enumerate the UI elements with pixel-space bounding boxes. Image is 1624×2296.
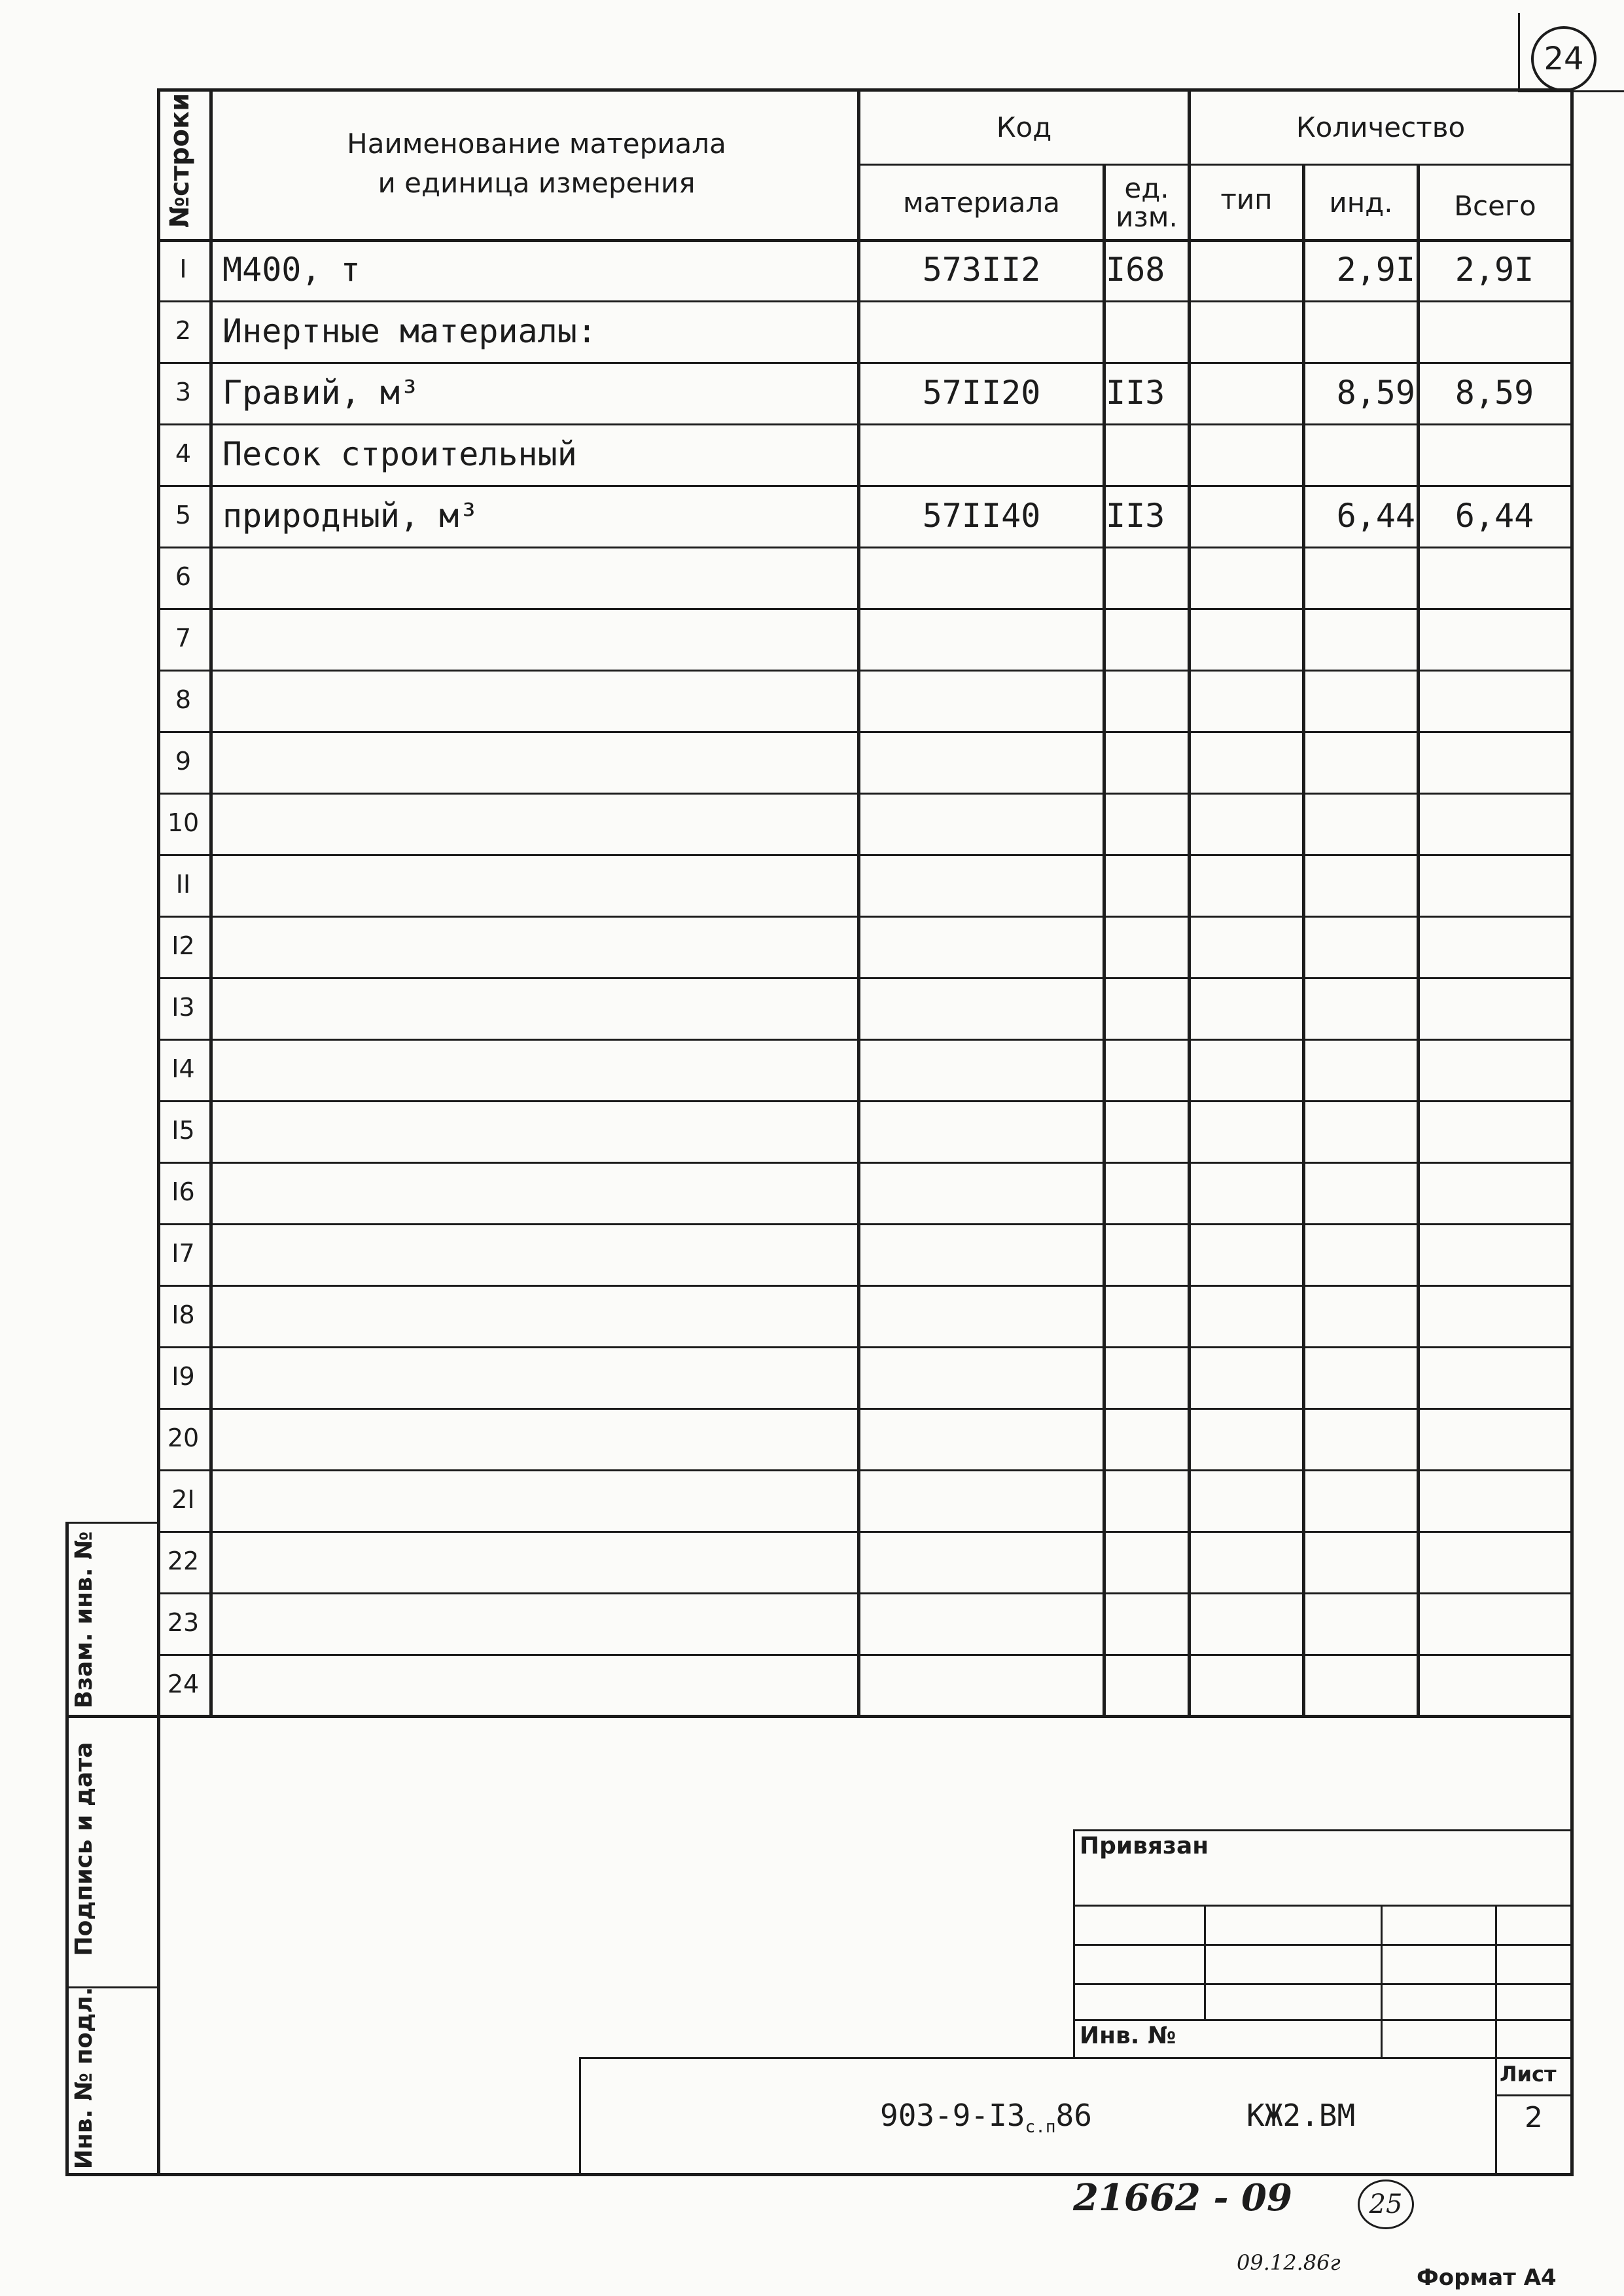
row-number: I4 — [171, 1054, 195, 1083]
sheet-number-circle — [1531, 26, 1597, 92]
sheet-value: 2 — [1525, 2101, 1543, 2134]
quantity-header: Количество — [1296, 111, 1466, 143]
cell-ind: 8,59 — [1336, 374, 1415, 412]
code-header: Код — [996, 111, 1052, 143]
row-number: 24 — [167, 1670, 200, 1698]
material-name-header-line2: и единица измерения — [378, 167, 696, 199]
cell-name: Инертные материалы: — [222, 312, 597, 350]
row-number-header: №строки — [165, 92, 195, 228]
ind-header: инд. — [1329, 187, 1393, 219]
row-number: I7 — [171, 1239, 195, 1268]
row-number: 10 — [167, 808, 200, 837]
row-number: 3 — [175, 378, 192, 406]
row-number: 7 — [175, 624, 192, 653]
cell-name: М400, т — [222, 251, 361, 289]
sheet-label: Лист — [1500, 2062, 1557, 2087]
document-code — [880, 2098, 1092, 2137]
row-number: 5 — [175, 501, 192, 529]
unit-header — [1106, 167, 1188, 239]
cell-code: 57II20 — [922, 374, 1041, 412]
row-number: I2 — [171, 931, 195, 960]
document-code-year: 86 — [1055, 2098, 1092, 2133]
unit-header-line1: ед. — [1124, 172, 1169, 204]
bound-label: Привязан — [1080, 1833, 1209, 1859]
row-number: I8 — [171, 1300, 195, 1329]
row-number: 2 — [175, 316, 192, 345]
cell-ind: 2,9I — [1336, 251, 1415, 289]
code-material-header: материала — [902, 187, 1060, 219]
cell-code: 573II2 — [922, 251, 1041, 289]
material-name-header — [216, 118, 857, 209]
cell-unit: II3 — [1106, 374, 1165, 412]
row-number: 4 — [175, 439, 192, 468]
inv-no-label: Инв. № — [1080, 2022, 1176, 2049]
row-number: I5 — [171, 1116, 195, 1145]
row-number: I — [179, 255, 187, 283]
cell-code: 57II40 — [922, 497, 1041, 535]
row-number: 20 — [167, 1424, 200, 1452]
row-number: 6 — [175, 562, 192, 591]
cell-total: 8,59 — [1455, 374, 1534, 412]
cell-name: природный, м³ — [222, 497, 479, 535]
row-number: I9 — [171, 1362, 195, 1391]
sign-date-label: Подпись и дата — [71, 1742, 97, 1956]
row-number: I3 — [171, 993, 195, 1022]
cell-name: Песок строительный — [222, 435, 577, 473]
type-header: тип — [1220, 183, 1273, 215]
material-name-header-line1: Наименование материала — [347, 128, 726, 160]
row-number: II — [175, 870, 191, 899]
unit-header-line2: изм. — [1116, 201, 1178, 233]
row-number: 22 — [167, 1547, 200, 1575]
document-code-main: 903-9-I3 — [880, 2098, 1025, 2133]
cell-unit: II3 — [1106, 497, 1165, 535]
row-number: 23 — [167, 1608, 200, 1637]
document-mark: КЖ2.ВМ — [1246, 2098, 1356, 2133]
row-number: 8 — [175, 685, 192, 714]
cell-total: 2,9I — [1455, 251, 1534, 289]
circled-number — [1358, 2179, 1414, 2229]
archive-number: 21662 - 09 — [1073, 2176, 1292, 2219]
cell-unit: I68 — [1106, 251, 1165, 289]
sheet-number: 24 — [1544, 41, 1584, 77]
circled-number-text: 25 — [1369, 2189, 1403, 2219]
sign-date: 09.12.86г — [1237, 2250, 1341, 2275]
format-label: Формат А4 — [1417, 2265, 1557, 2291]
cell-total: 6,44 — [1455, 497, 1534, 535]
cell-name: Гравий, м³ — [222, 374, 420, 412]
replace-inv-label: Взам. инв. № — [71, 1531, 97, 1709]
row-number: I6 — [171, 1177, 195, 1206]
cell-ind: 6,44 — [1336, 497, 1415, 535]
total-header: Всего — [1454, 190, 1536, 222]
inv-orig-label: Инв. № подл. — [71, 1986, 97, 2170]
document-code-sub: с.п — [1025, 2117, 1056, 2138]
row-number: 2I — [171, 1485, 195, 1514]
row-number: 9 — [175, 747, 192, 776]
